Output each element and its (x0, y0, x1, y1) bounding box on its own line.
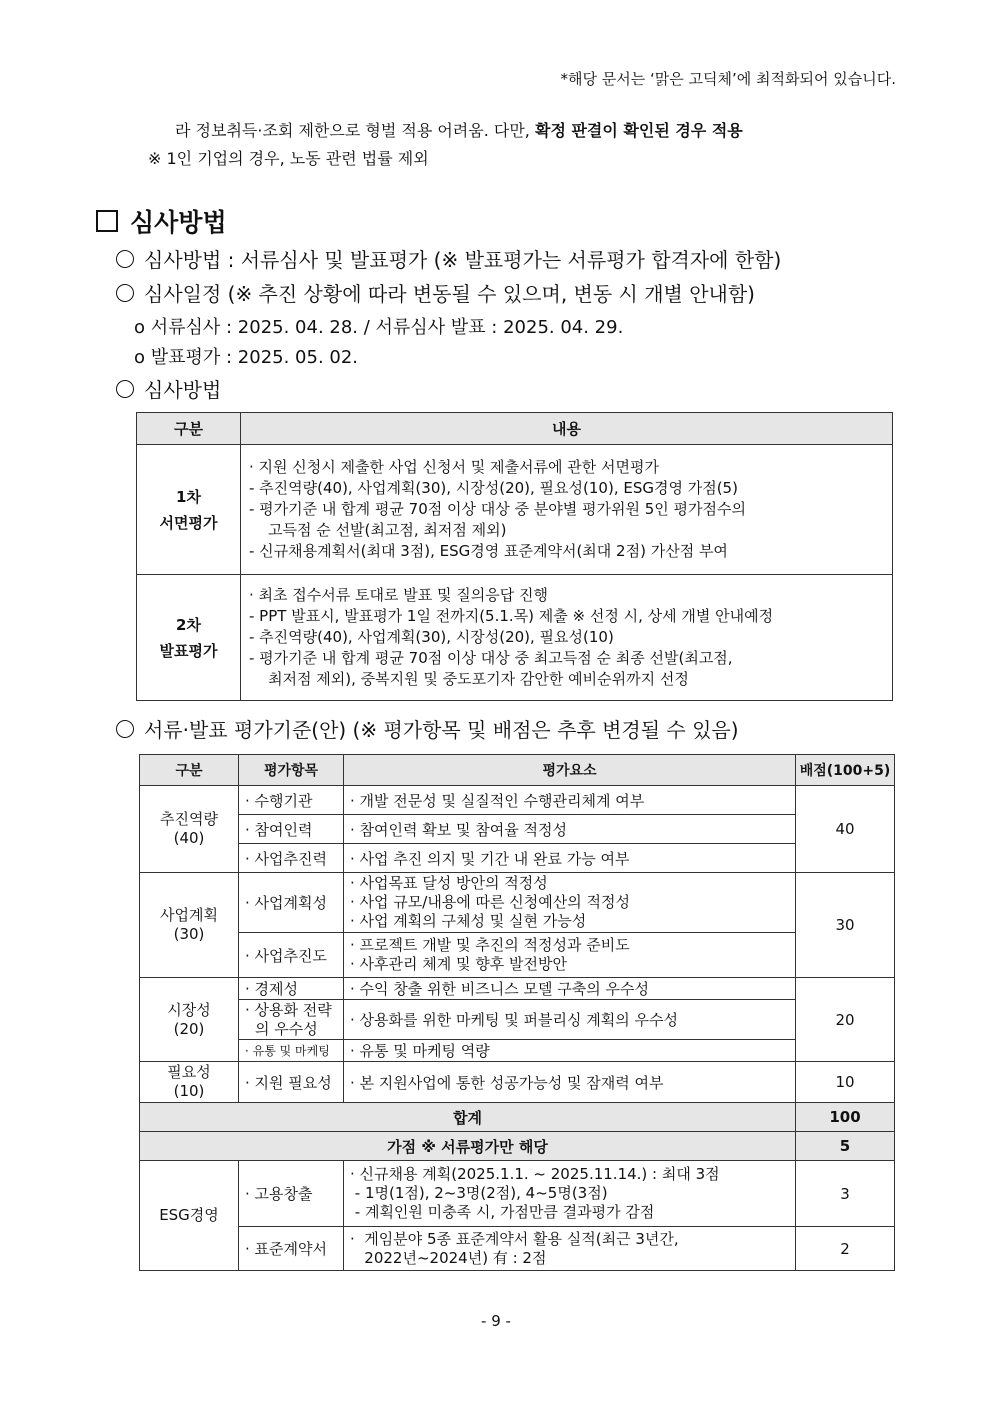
element-line: · 사업목표 달성 방안의 적정성 (350, 874, 548, 892)
eval-element (344, 933, 796, 978)
eval-element: · 사업 추진 의지 및 기간 내 완료 가능 여부 (344, 844, 796, 873)
continued-text-line-1 (175, 118, 743, 141)
content-line: · 지원 신청시 제출한 사업 신청서 및 제출서류에 관한 서면평가 (249, 458, 659, 476)
total-label: 합계 (140, 1103, 796, 1132)
item-review-schedule (116, 278, 755, 307)
content-line: - 추진역량(40), 사업계획(30), 시장성(20), 필요성(10), ESG경영 가점(5) (249, 479, 738, 497)
eval-item: · 참여인력 (239, 815, 344, 844)
stage-name: 서면평가 (159, 513, 218, 532)
content-line: - PPT 발표시, 발표평가 1일 전까지(5.1.목) 제출 ※ 선정 시, 상세 개별 안내예정 (249, 607, 774, 625)
category-points: (30) (173, 925, 205, 943)
circle-bullet-icon (116, 250, 134, 268)
item-review-method-2 (116, 374, 221, 403)
eval-element: · 수익 창출 위한 비즈니스 모델 구축의 우수성 (344, 978, 796, 1000)
item-score: 3 (796, 1161, 895, 1227)
bonus-row (140, 1132, 895, 1161)
category-name: 필요성 (167, 1063, 211, 1081)
content-line: 최저점 제외), 중복지원 및 중도포기자 감안한 예비순위까지 선정 (249, 670, 689, 688)
item-line: · 상용화 전략 (245, 1000, 332, 1019)
col-header-content: 내용 (241, 413, 893, 445)
table-row (140, 1161, 895, 1227)
category-score: 40 (796, 786, 895, 873)
category-esg: ESG경영 (140, 1161, 239, 1271)
category-name: 추진역량 (160, 810, 218, 828)
content-line: · 최초 접수서류 토대로 발표 및 질의응답 진행 (249, 586, 548, 604)
item-evaluation-criteria (116, 714, 739, 743)
col-header-elements: 평가요소 (344, 755, 796, 786)
content-line: - 추진역량(40), 사업계획(30), 시장성(20), 필요성(10) (249, 628, 614, 646)
category-score: 10 (796, 1062, 895, 1103)
content-line: - 평가기준 내 합계 평균 70점 이상 대상 중 최고득점 순 최종 선발(최고점, (249, 649, 733, 667)
eval-element: · 개발 전문성 및 실질적인 수행관리체계 여부 (344, 786, 796, 815)
table-row (140, 1062, 895, 1103)
category-capability (140, 786, 239, 873)
element-line: - 계획인원 미충족 시, 가점만큼 결과평가 감점 (350, 1203, 655, 1221)
element-line: · 프로젝트 개발 및 추진의 적정성과 준비도 (350, 936, 630, 954)
item-review-method-text: 심사방법 : 서류심사 및 발표평가 (※ 발표평가는 서류평가 합격자에 한함) (144, 248, 782, 272)
section-title: 심사방법 (130, 208, 227, 237)
element-line: · 게임분야 5종 표준계약서 활용 실적(최근 3년간, (350, 1229, 679, 1248)
category-need (140, 1062, 239, 1103)
eval-item: · 지원 필요성 (239, 1062, 344, 1103)
stage-name: 발표평가 (159, 641, 218, 660)
table-header-row (140, 755, 895, 786)
stage-label (137, 575, 241, 701)
schedule-document-review: o 서류심사 : 2025. 04. 28. / 서류심사 발표 : 2025. 04. 29. (134, 317, 624, 338)
element-line: · 사업 규모/내용에 따른 신청예산의 적정성 (350, 893, 630, 911)
eval-item: · 수행기관 (239, 786, 344, 815)
item-review-method-2-text: 심사방법 (144, 378, 222, 402)
continued-text-line-2: ※ 1인 기업의 경우, 노동 관련 법률 제외 (148, 149, 429, 168)
category-points: (10) (173, 1082, 205, 1100)
table-row (137, 575, 893, 701)
eval-item: · 사업추진도 (239, 933, 344, 978)
eval-element (344, 1161, 796, 1227)
category-name: 시장성 (167, 1000, 211, 1019)
circle-bullet-icon (116, 720, 134, 738)
item-review-method (116, 244, 781, 273)
eval-item: · 유통 및 마케팅 (239, 1040, 344, 1062)
eval-element: · 참여인력 확보 및 참여율 적정성 (344, 815, 796, 844)
category-plan (140, 873, 239, 978)
item-line: 의 우수성 (255, 1019, 318, 1038)
total-score: 100 (796, 1103, 895, 1132)
eval-item: · 고용창출 (239, 1161, 344, 1227)
eval-element: · 상용화를 위한 마케팅 및 퍼블리싱 계획의 우수성 (344, 1000, 796, 1040)
table-row (140, 978, 895, 1000)
eval-item: · 사업계획성 (239, 873, 344, 933)
category-points: (20) (173, 1019, 205, 1038)
eval-element (344, 873, 796, 933)
table-row (140, 786, 895, 815)
element-line: · 사업 계획의 구체성 및 실현 가능성 (350, 912, 587, 930)
item-review-schedule-text: 심사일정 (※ 추진 상황에 따라 변동될 수 있으며, 변동 시 개별 안내함) (144, 282, 755, 306)
eval-element: · 유통 및 마케팅 역량 (344, 1040, 796, 1062)
eval-item: · 경제성 (239, 978, 344, 1000)
col-header-item: 평가항목 (239, 755, 344, 786)
continued-text-plain: 라 정보취득·조회 제한으로 형벌 적용 어려움. 다만, (175, 121, 535, 140)
table-row (140, 815, 895, 844)
element-line: · 신규채용 계획(2025.1.1. ~ 2025.11.14.) : 최대 3점 (350, 1165, 720, 1183)
category-name: 사업계획 (160, 906, 218, 924)
content-line: - 신규채용계획서(최대 3점), ESG경영 표준계약서(최대 2점) 가산점 부여 (249, 542, 728, 560)
table-row (137, 445, 893, 575)
element-line: - 1명(1점), 2~3명(2점), 4~5명(3점) (350, 1184, 608, 1202)
review-method-table (136, 412, 893, 701)
bonus-score: 5 (796, 1132, 895, 1161)
element-line: · 사후관리 체계 및 향후 발전방안 (350, 955, 567, 973)
content-line: 고득점 순 선발(최고점, 최저점 제외) (249, 521, 507, 539)
table-row (140, 933, 895, 978)
eval-item: · 표준계약서 (239, 1227, 344, 1271)
stage-number: 1차 (176, 487, 201, 506)
continued-text-bold: 확정 판결이 확인된 경우 적용 (534, 121, 743, 140)
category-score: 30 (796, 873, 895, 978)
stage-content (241, 575, 893, 701)
schedule-presentation: o 발표평가 : 2025. 05. 02. (134, 347, 359, 368)
category-market (140, 978, 239, 1062)
table-row (140, 1040, 895, 1062)
total-row (140, 1103, 895, 1132)
col-header-score: 배점(100+5) (796, 755, 895, 786)
checkbox-square-icon (96, 210, 118, 232)
page-number: - 9 - (481, 1312, 511, 1330)
col-header-category: 구분 (140, 755, 239, 786)
table-row (140, 1000, 895, 1040)
item-score: 2 (796, 1227, 895, 1271)
font-notice: *해당 문서는 ‘맑은 고딕체’에 최적화되어 있습니다. (560, 70, 896, 88)
category-score: 20 (796, 978, 895, 1062)
section-heading (96, 203, 227, 239)
table-row (140, 844, 895, 873)
circle-bullet-icon (116, 284, 134, 302)
table-row (140, 1227, 895, 1271)
stage-number: 2차 (176, 615, 201, 634)
content-line: - 평가기준 내 합계 평균 70점 이상 대상 중 분야별 평가위원 5인 평가점수의 (249, 500, 746, 518)
bonus-label: 가점 ※ 서류평가만 해당 (140, 1132, 796, 1161)
table-header-row (137, 413, 893, 445)
eval-item (239, 1000, 344, 1040)
item-evaluation-criteria-text: 서류·발표 평가기준(안) (※ 평가항목 및 배점은 추후 변경될 수 있음) (144, 718, 739, 742)
stage-content (241, 445, 893, 575)
circle-bullet-icon (116, 380, 134, 398)
element-line: 2022년~2024년) 有 : 2점 (350, 1248, 547, 1267)
eval-element: · 본 지원사업에 통한 성공가능성 및 잠재력 여부 (344, 1062, 796, 1103)
table-row (140, 873, 895, 933)
stage-label (137, 445, 241, 575)
eval-item: · 사업추진력 (239, 844, 344, 873)
category-points: (40) (173, 829, 205, 847)
eval-element (344, 1227, 796, 1271)
evaluation-criteria-table (139, 754, 895, 1271)
col-header-category: 구분 (137, 413, 241, 445)
